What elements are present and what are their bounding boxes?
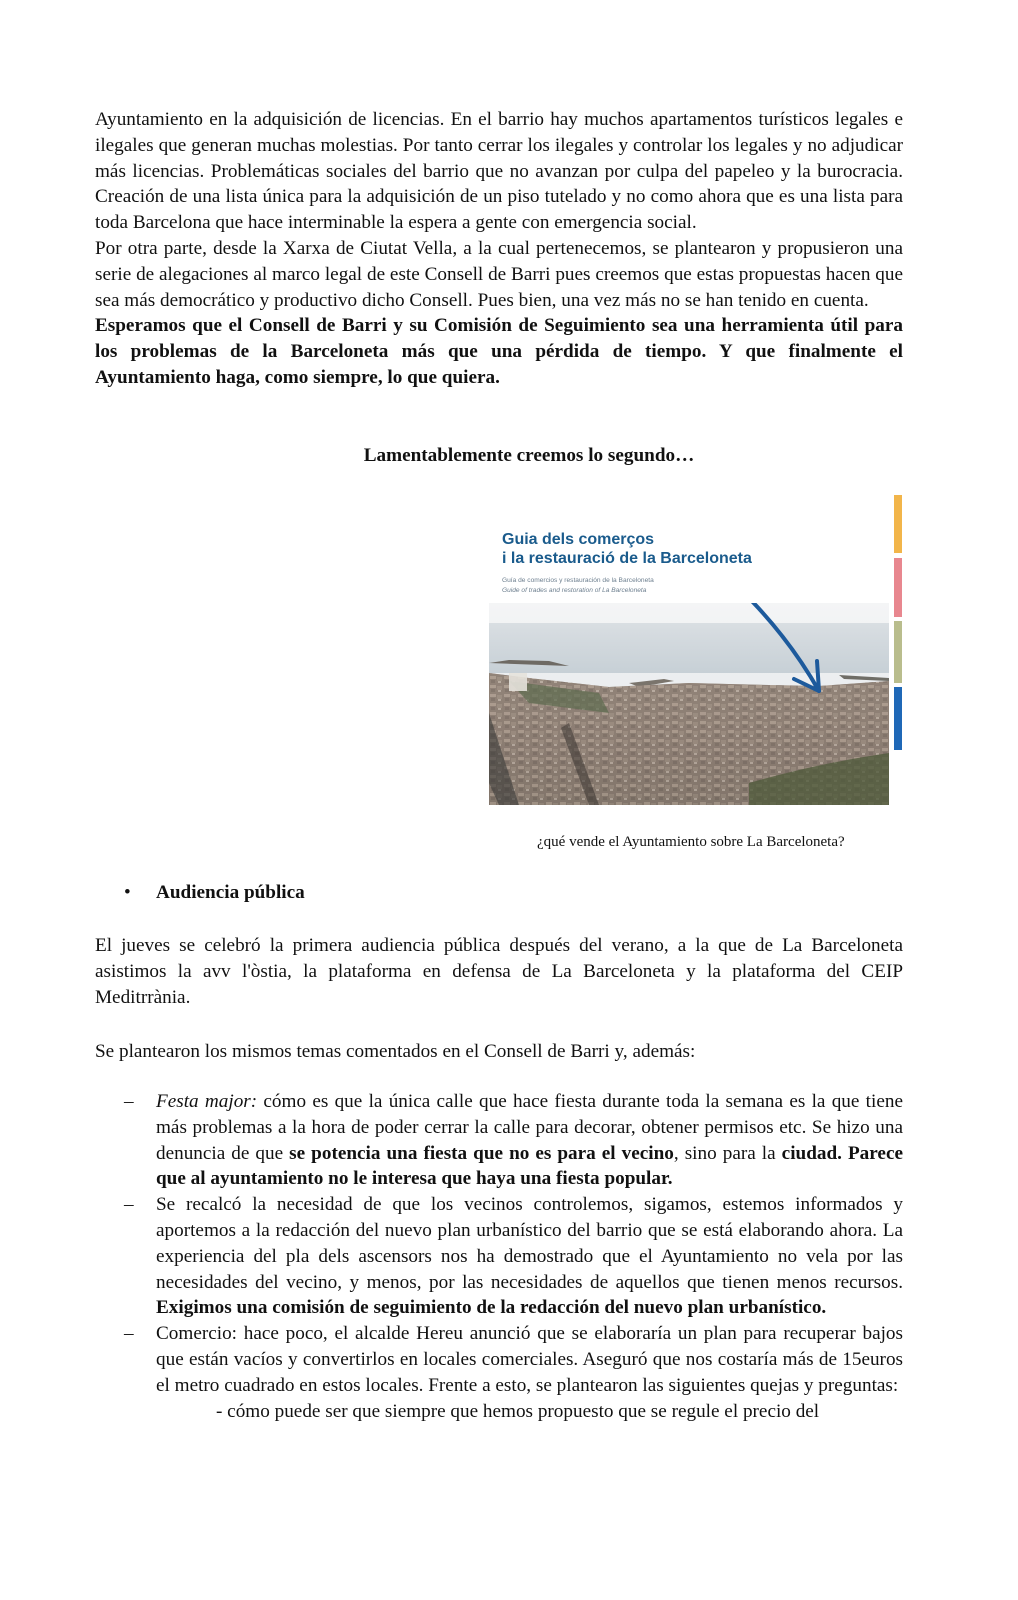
color-stripe-pink xyxy=(894,558,902,617)
paragraph-lamentablemente: Lamentablemente creemos lo segundo… xyxy=(363,445,695,466)
dash-icon: – xyxy=(124,1091,134,1112)
section-heading xyxy=(124,881,305,905)
paragraph-esperamos: Esperamos que el Consell de Barri y su Comisión de Seguimiento sea una herramienta útil para los problemas de la Barceloneta más que una pérdida de tiempo. Y que finalmente el Ayuntamiento haga, como siempre, lo que quiera. xyxy=(95,315,903,388)
paragraph-audiencia: El jueves se celebró la primera audiencia pública después del verano, a la que de La Barceloneta asistimos la avv l'òstia, la plataforma en defensa de La Barceloneta y la plataforma del CEIP Meditrrània. xyxy=(95,935,903,1008)
guide-title: Guia dels comerços i la restauració de la Barceloneta xyxy=(502,531,752,567)
paragraph-xarxa: Por otra parte, desde la Xarxa de Ciutat Vella, a la cual pertenecemos, se plantearon y propusieron una serie de alegaciones al marco legal de este Consell de Barri pues creemos que estas propuestas hacen que sea más democrático y productivo dicho Consell. Pues bien, una vez más no se han tenido en cuenta. xyxy=(95,237,903,311)
body-text-block xyxy=(95,107,903,391)
list-item-comercio: – Comercio: hace poco, el alcalde Hereu anunció que se elaboraría un plan para recuperar bajos que están vacíos y convertirlos en locales comerciales. Aseguró que nos costaría más de 15euros el metro cuadrado en estos locales. Frente a esto, se plantearon las siguientes quejas y preguntas: xyxy=(124,1323,903,1396)
list-item-plan-urbanistico: – Se recalcó la necesidad de que los vecinos controlemos, sigamos, estemos informados y aportemos a la redacción del nuevo plan urbanístico del barrio que se está elaborando ahora. La experiencia del pla dels ascensors nos ha demostrado que el Ayuntamiento no vela por las necesidades del vecino, y menos, por las necesidades de aquellos que tienen menos recursos. Exigimos una comisión de seguimiento de la redacción del nuevo plan urbanístico. xyxy=(124,1194,903,1319)
color-stripe-orange xyxy=(894,495,902,553)
bullet-icon: • xyxy=(124,882,131,903)
sub-list-item: - cómo puede ser que siempre que hemos propuesto que se regule el precio del xyxy=(216,1400,820,1422)
dash-icon: – xyxy=(124,1194,134,1216)
figure-caption: ¿qué vende el Ayuntamiento sobre La Barceloneta? xyxy=(537,834,845,850)
list-item-festa-major: – Festa major: cómo es que la única calle que hace fiesta durante toda la semana es la que tiene más problemas a la hora de poder cerrar la calle para decorar, obtener permisos etc. Se hizo una denuncia de que se potencia una fiesta que no es para el vecino, sino para la ciudad. Parece que al ayuntamiento no le interesa que haya una fiesta popular. xyxy=(124,1091,903,1190)
section-heading-text: Audiencia pública xyxy=(156,882,305,903)
guide-subtitle: Guía de comercios y restauración de la Barceloneta Guide of trades and restoration of La Barceloneta xyxy=(502,577,654,594)
guide-cover-image xyxy=(489,495,902,805)
paragraph-licencias: Ayuntamiento en la adquisición de licencias. En el barrio hay muchos apartamentos turísticos legales e ilegales que generan muchas molestias. Por tanto cerrar los ilegales y controlar los legales y no adjudicar más licencias. Problemáticas sociales del barrio que no avanzan por culpa del papeleo y la burocracia. Creación de una lista única para la adquisición de un piso tutelado y no como ahora que es una lista para toda Barcelona que hace interminable la espera a gente con emergencia social. xyxy=(95,109,903,234)
topics-list xyxy=(124,1089,903,1424)
paragraph-temas: Se plantearon los mismos temas comentados en el Consell de Barri y, además: xyxy=(95,1041,696,1062)
color-stripe-olive xyxy=(894,621,902,683)
color-stripe-blue xyxy=(894,687,902,750)
dash-icon: – xyxy=(124,1323,134,1345)
aerial-city-photo xyxy=(489,603,889,805)
